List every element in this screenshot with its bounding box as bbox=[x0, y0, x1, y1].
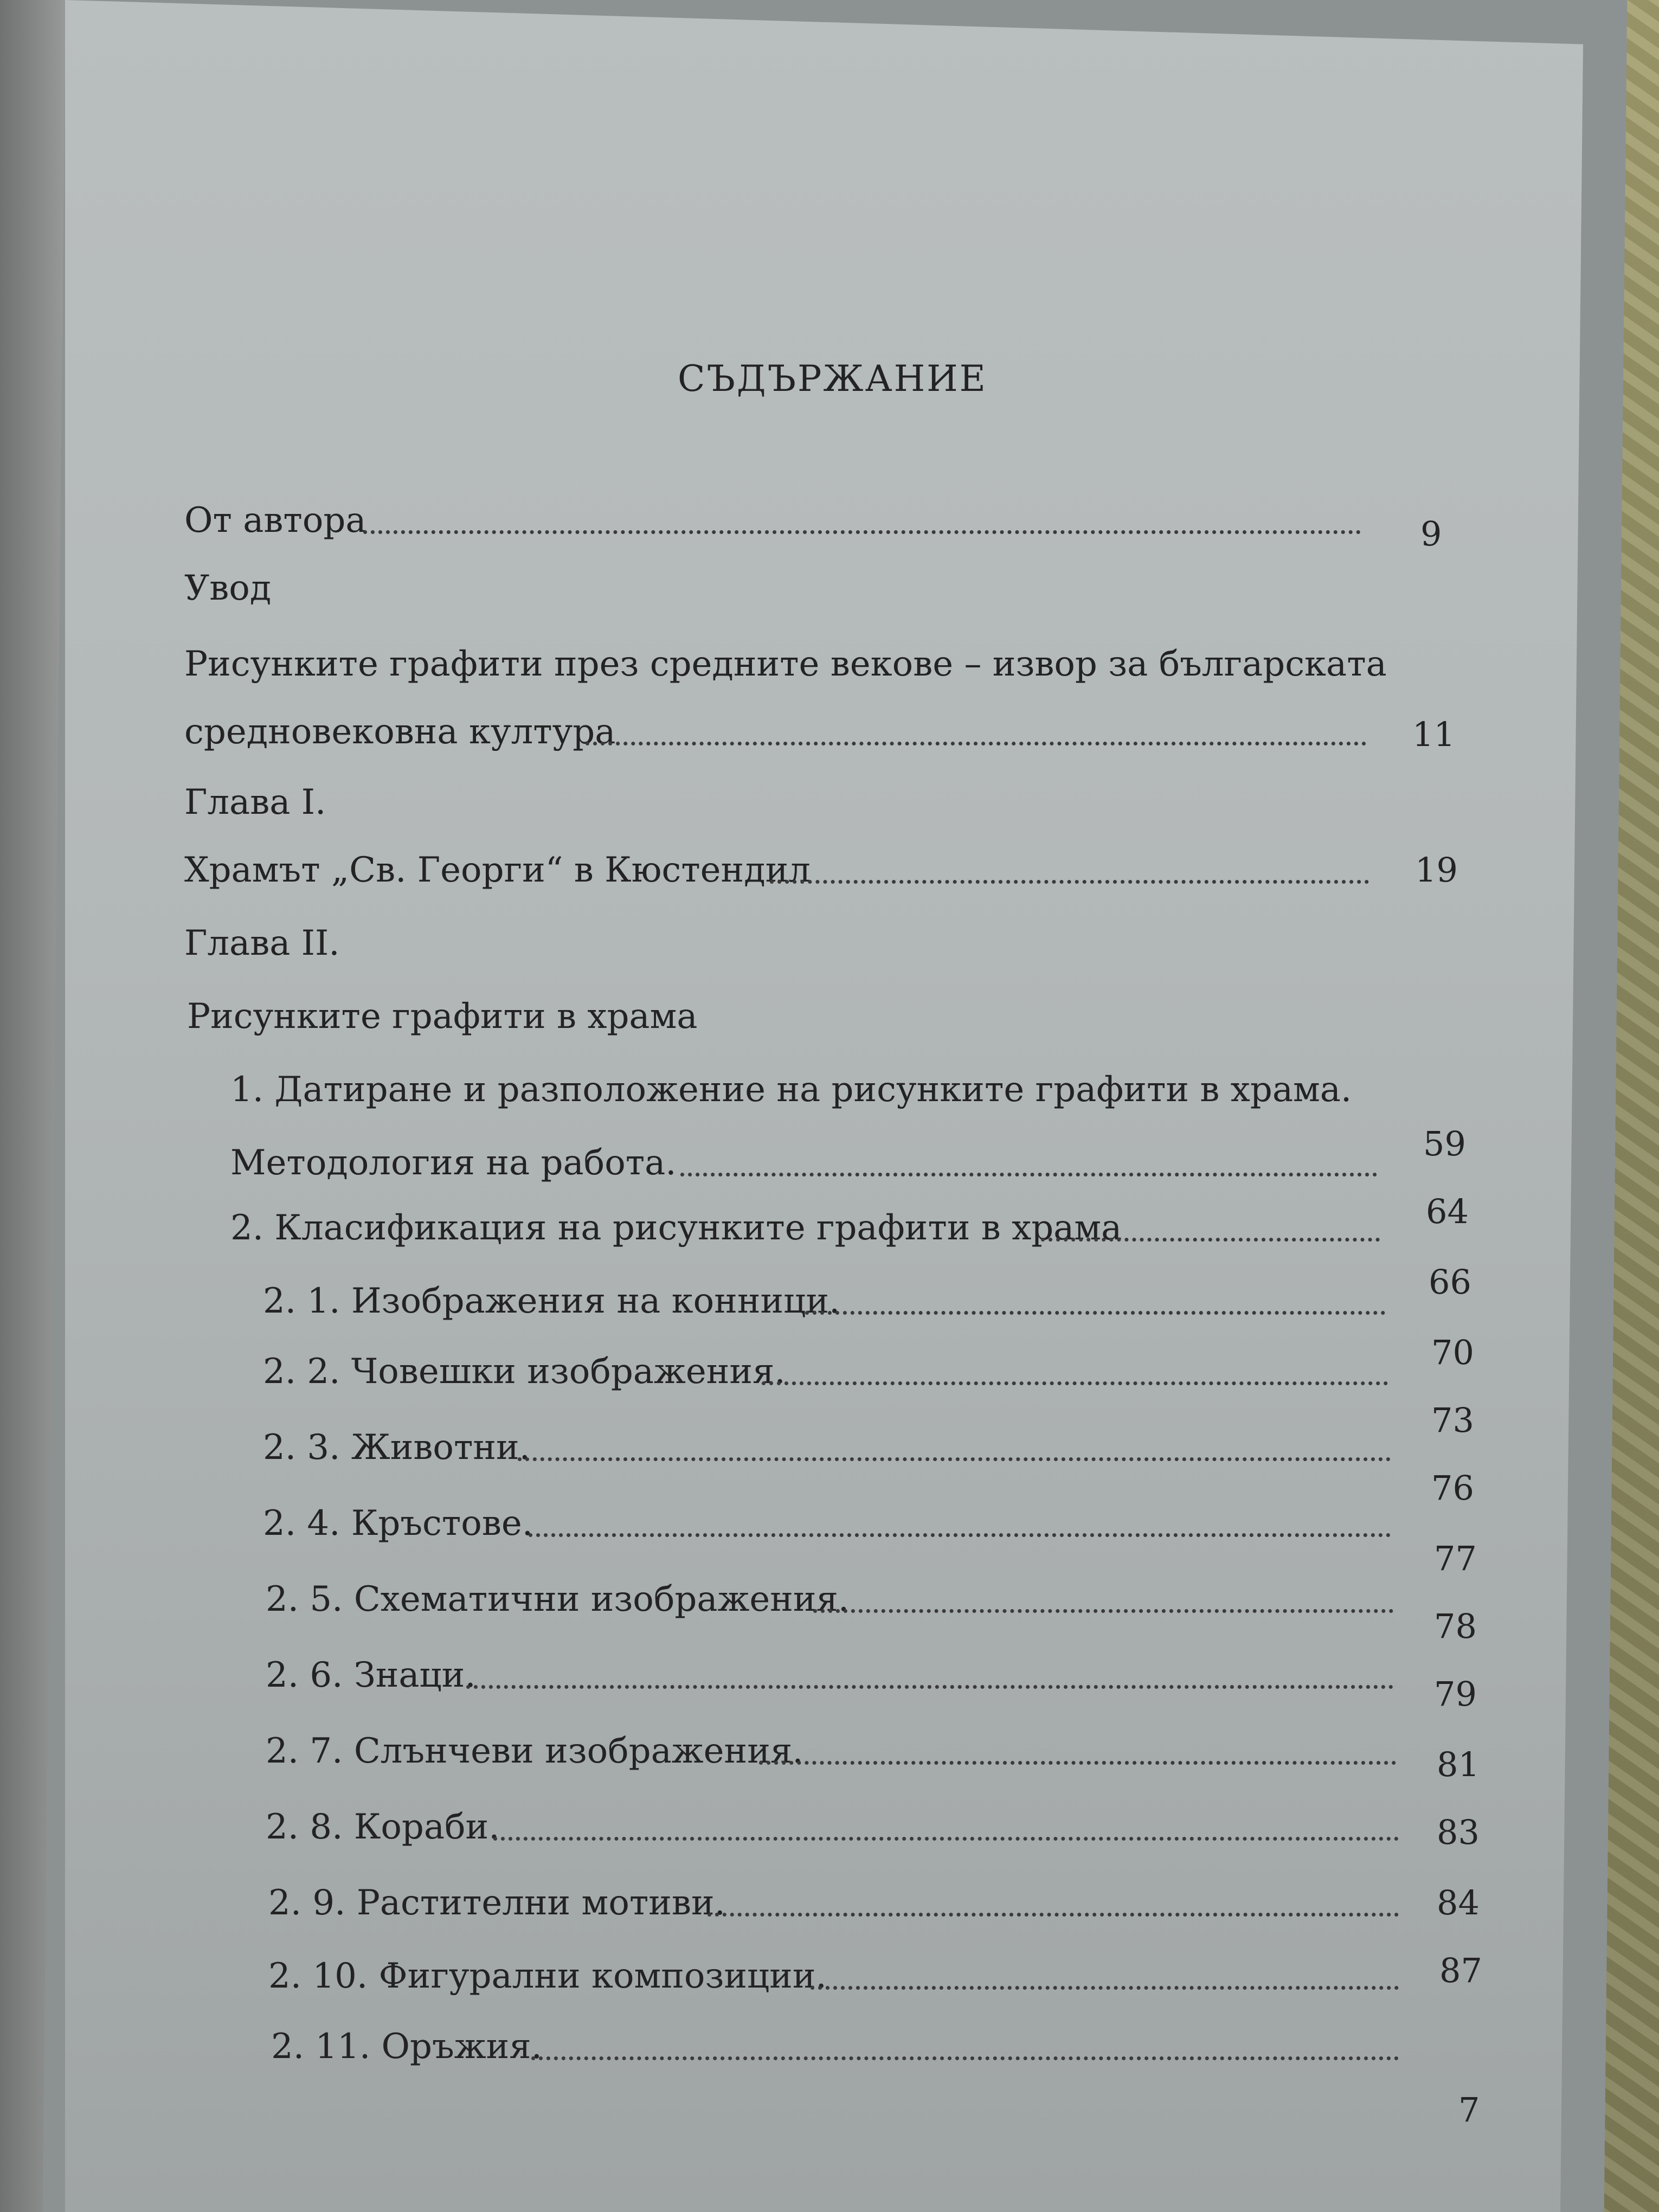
toc-page-number: 70 bbox=[1431, 1333, 1474, 1372]
toc-entry-text: Рисунките графити в храма bbox=[187, 996, 698, 1037]
toc-entry bbox=[263, 1423, 1391, 1472]
toc-entry-text: 2. 7. Слънчеви изображения. bbox=[266, 1731, 803, 1771]
toc-entry-text: Глава I. bbox=[184, 782, 326, 822]
dot-leader bbox=[805, 1311, 1385, 1315]
dot-leader bbox=[759, 1761, 1396, 1765]
toc-entry bbox=[263, 1499, 1391, 1548]
dot-leader bbox=[493, 1837, 1399, 1841]
page-title: СЪДЪРЖАНИЕ bbox=[678, 358, 987, 400]
toc-page-number: 83 bbox=[1437, 1812, 1480, 1852]
dot-leader bbox=[531, 2056, 1399, 2060]
toc-page-number: 19 bbox=[1415, 850, 1458, 890]
dot-leader bbox=[529, 1533, 1391, 1537]
dot-leader bbox=[518, 1457, 1391, 1461]
toc-entry bbox=[230, 1139, 1377, 1187]
toc-page-number: 77 bbox=[1434, 1539, 1477, 1578]
toc-entry-text: 2. 9. Растителни мотиви. bbox=[268, 1883, 725, 1923]
toc-page-number: 66 bbox=[1429, 1262, 1471, 1302]
toc-page-number: 59 bbox=[1423, 1124, 1466, 1163]
toc-entry-text: 2. 1. Изображения на конници. bbox=[263, 1281, 840, 1321]
toc-page-number: 79 bbox=[1434, 1674, 1477, 1714]
toc-entry-text: 2. 5. Схематични изображения. bbox=[266, 1579, 850, 1619]
toc-page-number: 9 bbox=[1420, 514, 1442, 554]
dot-leader bbox=[811, 1986, 1399, 1990]
toc-entry-text: 2. Класификация на рисунките графити в храма bbox=[230, 1208, 1122, 1248]
toc-entry-text: 2. 4. Кръстове. bbox=[263, 1503, 533, 1544]
toc-entry-text: 2. 3. Животни. bbox=[263, 1427, 530, 1468]
toc-entry-text: 2. 8. Кораби. bbox=[266, 1807, 500, 1847]
toc-entry bbox=[266, 1727, 1396, 1776]
toc-entry bbox=[184, 708, 1366, 756]
toc-entry-text: средновековна култура bbox=[184, 712, 616, 752]
toc-entry bbox=[266, 1651, 1393, 1700]
toc-entry bbox=[184, 919, 726, 968]
dot-leader bbox=[466, 1685, 1393, 1689]
toc-entry bbox=[266, 1803, 1399, 1851]
toc-entry-text: От автора bbox=[184, 500, 366, 541]
toc-entry-text: 2. 11. Оръжия. bbox=[271, 2027, 542, 2067]
toc-entry bbox=[230, 1065, 1423, 1114]
dot-leader bbox=[586, 742, 1366, 745]
toc-entry bbox=[187, 992, 946, 1041]
toc-entry-text: Храмът „Св. Георги“ в Кюстендил bbox=[184, 850, 811, 890]
toc-entry-text: Методология на работа. bbox=[230, 1143, 677, 1183]
dot-leader bbox=[680, 1173, 1377, 1176]
toc-entry bbox=[263, 1347, 1388, 1396]
toc-entry bbox=[184, 846, 1369, 895]
toc-entry bbox=[266, 1575, 1393, 1624]
toc-entry bbox=[184, 778, 726, 827]
toc-entry-text: Увод bbox=[184, 568, 272, 608]
toc-page-number: 64 bbox=[1426, 1192, 1469, 1231]
toc-entry-text: Глава II. bbox=[184, 923, 340, 963]
toc-entry bbox=[184, 496, 1361, 545]
toc-entry bbox=[271, 2022, 1399, 2071]
toc-entry bbox=[268, 1879, 1399, 1927]
dot-leader bbox=[363, 530, 1361, 534]
toc-page-number: 73 bbox=[1431, 1400, 1474, 1440]
toc-page-number: 76 bbox=[1431, 1468, 1474, 1508]
toc-page-number: 78 bbox=[1434, 1606, 1477, 1646]
toc-page-number: 84 bbox=[1437, 1883, 1480, 1922]
dot-leader bbox=[762, 1381, 1388, 1385]
toc-entry bbox=[230, 1204, 1380, 1252]
dot-leader bbox=[770, 880, 1369, 884]
toc-entry-text: 1. Датиране и разположение на рисунките графити в храма. bbox=[230, 1070, 1352, 1110]
toc-entry-text: 2. 6. Знаци. bbox=[266, 1655, 476, 1695]
toc-page-number: 11 bbox=[1412, 715, 1455, 754]
toc-entry bbox=[263, 1277, 1385, 1326]
toc-page-number: 87 bbox=[1439, 1951, 1482, 1990]
toc-entry bbox=[184, 640, 1431, 689]
dot-leader bbox=[1041, 1238, 1380, 1242]
folio-page-number: 7 bbox=[1458, 2090, 1480, 2130]
dot-leader bbox=[813, 1609, 1393, 1613]
dot-leader bbox=[708, 1913, 1399, 1917]
toc-entry bbox=[184, 564, 726, 613]
toc-entry bbox=[268, 1952, 1399, 2001]
toc-entry-text: 2. 10. Фигурални композиции. bbox=[268, 1956, 827, 1996]
toc-page-number: 81 bbox=[1437, 1745, 1480, 1784]
toc-entry-text: 2. 2. Човешки изображения. bbox=[263, 1352, 786, 1392]
toc-entry-text: Рисунките графити през средните векове – извор за българската bbox=[184, 644, 1387, 684]
